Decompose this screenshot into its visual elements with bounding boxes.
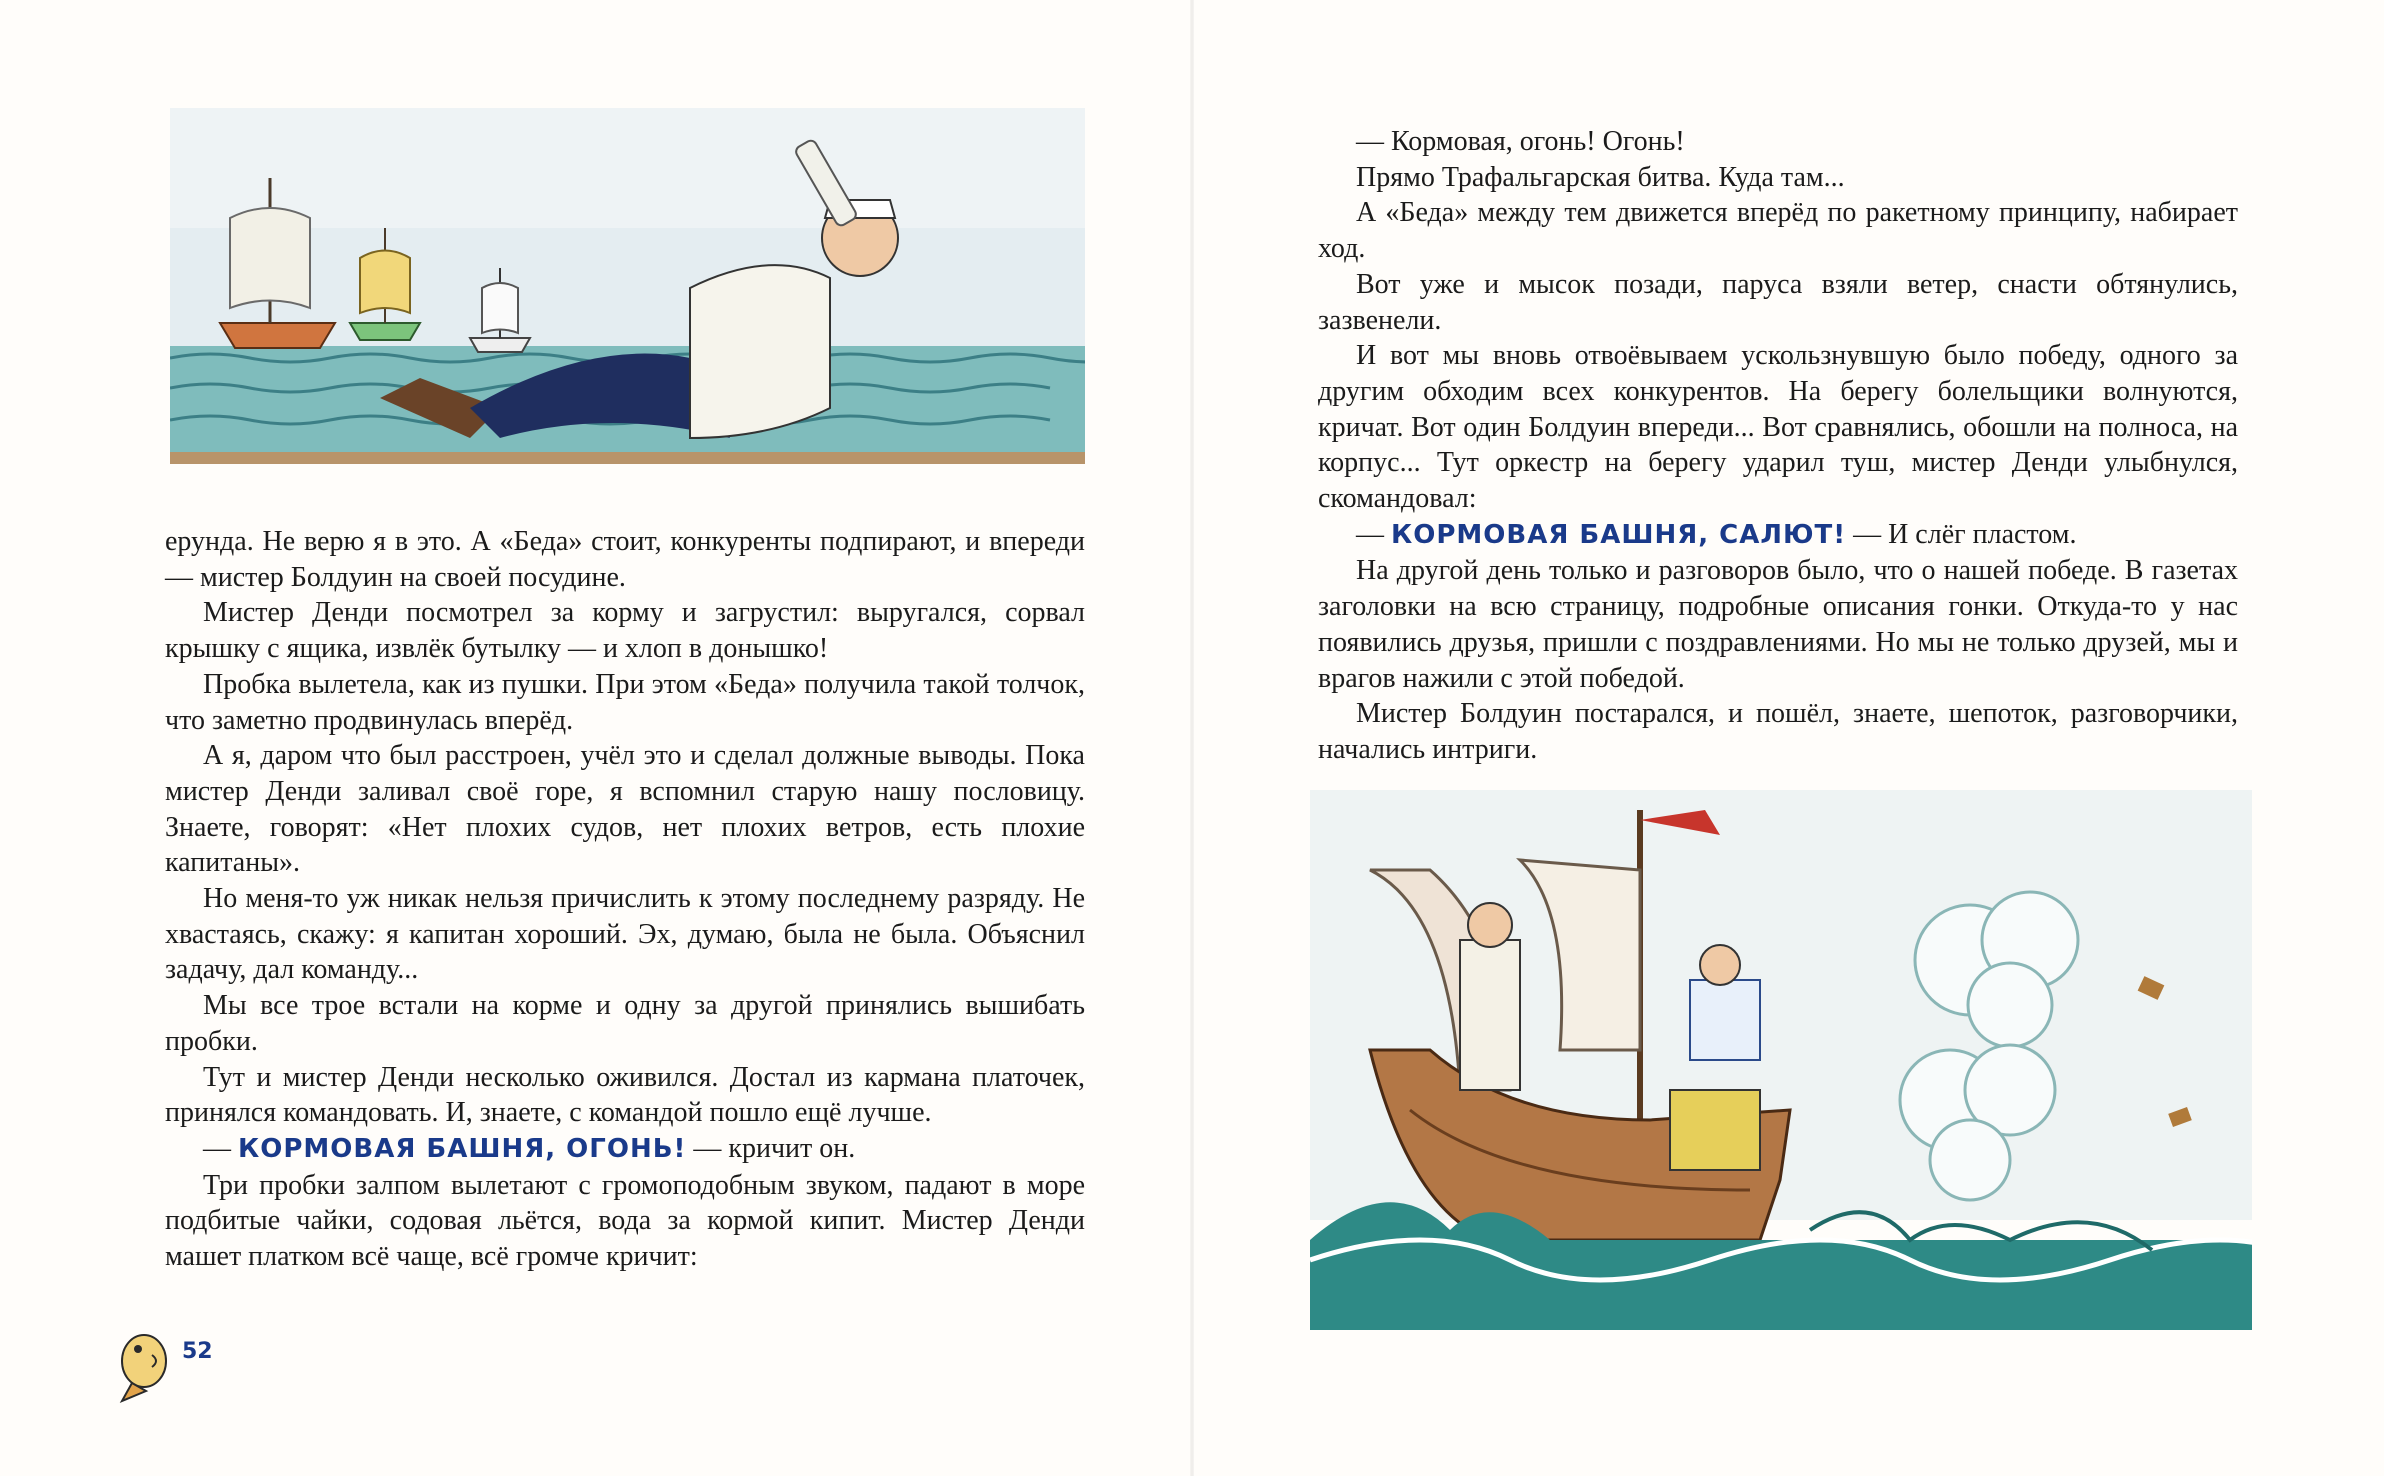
command-line (165, 1131, 1085, 1168)
paragraph: И вот мы вновь отвоёвываем ускользнувшую было победу, одного за другим обходим всех конкурентов. На берегу болельщики волнуются, кричат. Вот один Болдуин впереди... Вот сравнялись, обошли на полноса, на корпус... Тут оркестр на берегу ударил туш, мистер Денди улыбнулся, скомандовал: (1318, 340, 2238, 515)
command-tail: — И слёг пластом. (1853, 518, 2077, 550)
paragraph: Три пробки залпом вылетают с громоподобным звуком, падают в море подбитые чайки, содовая льётся, вода за кормой кипит. Мистер Денди машет платком всё чаще, всё громче кричит: (165, 1169, 1085, 1273)
command-heading: КОРМОВАЯ БАШНЯ, ОГОНЬ! (238, 1133, 687, 1164)
command-heading: КОРМОВАЯ БАШНЯ, САЛЮТ! (1391, 519, 1847, 550)
right-page-text (1318, 124, 2238, 768)
command-dash: — (1356, 518, 1384, 550)
page-footer (112, 1325, 213, 1405)
paragraph: Прямо Трафальгарская битва. Куда там... (1356, 161, 1845, 193)
paragraph: Вот уже и мысок позади, паруса взяли ветер, снасти обтянулись, зазвенели. (1318, 268, 2238, 336)
page-number: 52 (182, 1339, 213, 1364)
illustration-captain-drinking (170, 108, 1085, 478)
paragraph: Тут и мистер Денди несколько оживился. Достал из кармана платочек, принялся командовать. И, знаете, с командой пошло ещё лучше. (165, 1061, 1085, 1129)
left-page-text (165, 524, 1085, 1275)
paragraph: Но меня-то уж никак нельзя причислить к этому последнему разряду. Не хвастаясь, скажу: я капитан хороший. Эх, думаю, была не была. Объяснил задачу, дал команду... (165, 883, 1085, 986)
paragraph: — Кормовая, огонь! Огонь! (1356, 126, 1685, 157)
illustration-ship-firing-corks (1310, 790, 2252, 1330)
paragraph: На другой день только и разговоров было, что о нашей победе. В газетах заголовки на всю страницу, подробные описания гонки. Откуда-то у нас появились друзья, пришли с поздравлениями. Но мы не только друзей, мы и врагов нажили с этой победой. (1318, 555, 2238, 694)
paragraph: Мистер Болдуин постарался, и пошёл, знаете, шепоток, разговорчики, начались интриги. (1318, 698, 2238, 765)
command-tail: — кричит он. (693, 1132, 856, 1164)
command-line (1318, 517, 2238, 554)
paragraph: А «Беда» между тем движется вперёд по ракетному принципу, набирает ход. (1318, 197, 2238, 265)
fish-icon (112, 1325, 178, 1405)
paragraph: ерунда. Не верю я в это. А «Беда» стоит, конкуренты подпирают, и впереди — мистер Болдуин на своей посудине. (165, 526, 1085, 593)
book-gutter (1190, 0, 1194, 1476)
command-dash: — (203, 1132, 231, 1164)
paragraph: А я, даром что был расстроен, учёл это и сделал должные выводы. Пока мистер Денди заливал своё горе, я вспомнил старую нашу пословицу. Знаете, говорят: «Нет плохих судов, нет плохих ветров, есть плохие капитаны». (165, 740, 1085, 879)
paragraph: Мы все трое встали на корме и одну за другой принялись вышибать пробки. (165, 990, 1085, 1057)
paragraph: Мистер Денди посмотрел за корму и загрустил: выругался, сорвал крышку с ящика, извлёк бутылку — и хлоп в донышко! (165, 597, 1085, 665)
paragraph: Пробка вылетела, как из пушки. При этом «Беда» получила такой толчок, что заметно продвинулась вперёд. (165, 668, 1085, 736)
